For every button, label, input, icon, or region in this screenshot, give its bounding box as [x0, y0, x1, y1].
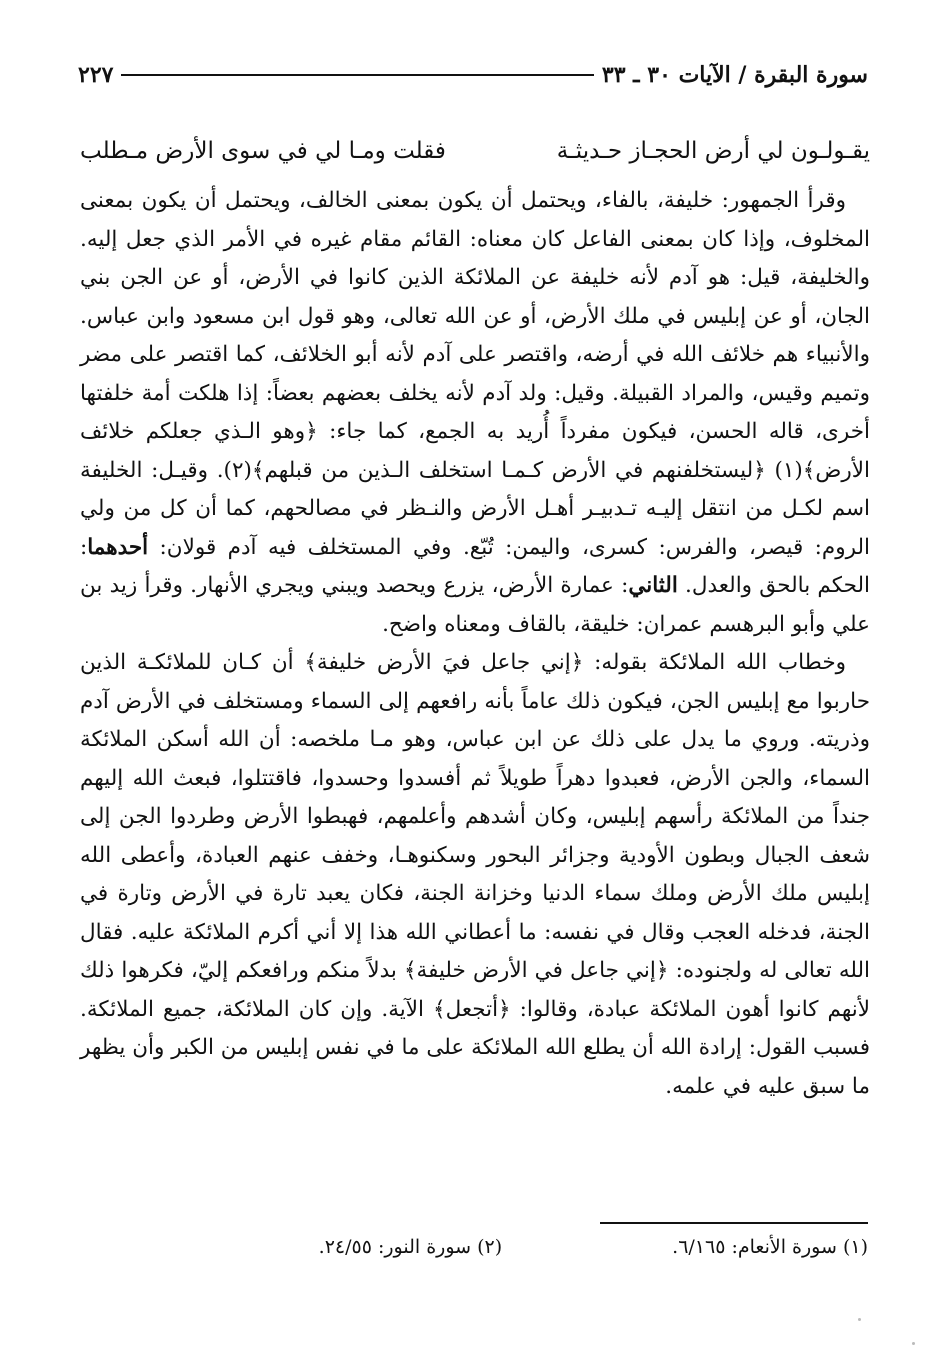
page-number: ٢٢٧	[78, 62, 114, 88]
footnote-ref-2: (٢)	[223, 457, 252, 483]
header-title: سورة البقرة / الآيات ٣٠ ـ ٣٣	[601, 62, 868, 88]
footnotes	[200, 1230, 868, 1264]
header-rule	[121, 74, 593, 76]
paragraph-1-part-5: : عمارة الأرض، يزرع ويحصد ويبني ويجري الأنهار. وقرأ زيد بن علي وأبو البرهسم عمران: خليقة، بالقاف ومعناه واضح.	[80, 573, 870, 637]
scan-speck	[858, 1318, 861, 1321]
paragraph-1-part-1: وقرأ الجمهور: خليفة، بالفاء، ويحتمل أن يكون بمعنى الخالف، ويحتمل أن يكون بمعنى المخلوف، وإذا كان بمعنى الفاعل كان معناه: القائم مقام غيره في الأمر الذي جعل إليه. والخليفة، قيل: هو آدم لأنه خليفة عن الملائكة الذين كانوا في الأرض، أو عن الجن بني الجان، أو عن إبليس في ملك الأرض، أو عن الله تعالى، وهو قول ابن مسعود وابن عباس. والأنبياء هم خلائف الله في أرضه، واقتصر على آدم لأنه أبو الخلائف، كما اقتصر على مضر وتميم وقيس، والمراد القبيلة. وقيل: ولد آدم لأنه يخلف بعضهم بعضاً: إذا هلكت أمة خلفتها أخرى، قاله الحسن، فيكون مفرداً أُريد به الجمع، كما جاء: ﴿وهو الـذي جعلكم خلائف الأرض﴾	[80, 188, 871, 483]
paragraph-1-part-2: ﴿ليستخلفنهم في الأرض كـمـا استخلف الـذين من قبلهم﴾	[251, 457, 775, 483]
paragraph-1-part-4: : الحكم بالحق والعدل.	[80, 534, 870, 598]
label-second: الثاني	[628, 573, 678, 598]
running-header	[78, 58, 868, 92]
footnote-2: (٢) سورة النور: ٢٤/٥٥.	[318, 1236, 503, 1258]
footnote-ref-1: (١)	[774, 457, 803, 483]
footnote-separator	[600, 1222, 868, 1224]
verse-left-hemistich: فقلت ومـا لي في سوى الأرض مـطلب	[80, 138, 446, 164]
verse-right-hemistich: يقـولـون لي أرض الحجـاز حـديثـة	[556, 138, 870, 164]
paragraph-1	[80, 182, 870, 644]
footnote-1: (١) سورة الأنعام: ٦/١٦٥.	[672, 1236, 868, 1258]
body-text	[80, 182, 870, 1106]
paragraph-1-part-3: . وقيـل: الخليفة اسم لكـل من انتقل إليـه تـدبيـر أهـل الأرض والنـظر في مصالحهم، كما أن كل من ولي الروم: قيصر، والفرس: كسرى، واليمن: تُبّع. وفي المستخلف فيه آدم قولان:	[80, 457, 870, 560]
paragraph-2: وخطاب الله الملائكة بقوله: ﴿إني جاعل فيَ الأرض خليفة﴾ أن كـان للملائكـة الذين حاربوا مع إبليس الجن، فيكون ذلك عاماً بأنه رافعهم إلى السماء ومستخلف في الأرض آدم وذريته. وروي ما يدل على ذلك عن ابن عباس، وهو مـا ملخصه: أن الله أسكن الملائكة السماء، والجن الأرض، فعبدوا دهراً طويلاً ثم أفسدوا وحسدوا، فاقتتلوا، فبعث الله إليهم جنداً من الملائكة رأسهم إبليس، وكان أشدهم وأعلمهم، فهبطوا الأرض وطردوا الجن إلى شعف الجبال وبطون الأودية وجزائر البحور وسكنوهـا، وخفف عنهم العبادة، وأعطى الله إبليس ملك الأرض وملك سماء الدنيا وخزانة الجنة، فكان يعبد تارة في الأرض وتارة في الجنة، فدخله العجب وقال في نفسه: ما أعطاني الله هذا إلا أني أكرم الملائكة عليه. فقال الله تعالى له ولجنوده: ﴿إني جاعل في الأرض خليفة﴾ بدلاً منكم ورافعكم إليّ، فكرهوا ذلك لأنهم كانوا أهون الملائكة عبادة، وقالوا: ﴿أتجعل﴾ الآية. وإن كان الملائكة، جميع الملائكة. فسبب القول: إرادة الله أن يطلع الله الملائكة على ما في نفس إبليس من الكبر وأن يظهر ما سبق عليه في علمه.	[80, 650, 870, 1099]
label-first: أحدهما	[87, 534, 149, 560]
scan-speck	[912, 1342, 915, 1345]
poetry-verse	[80, 130, 870, 172]
